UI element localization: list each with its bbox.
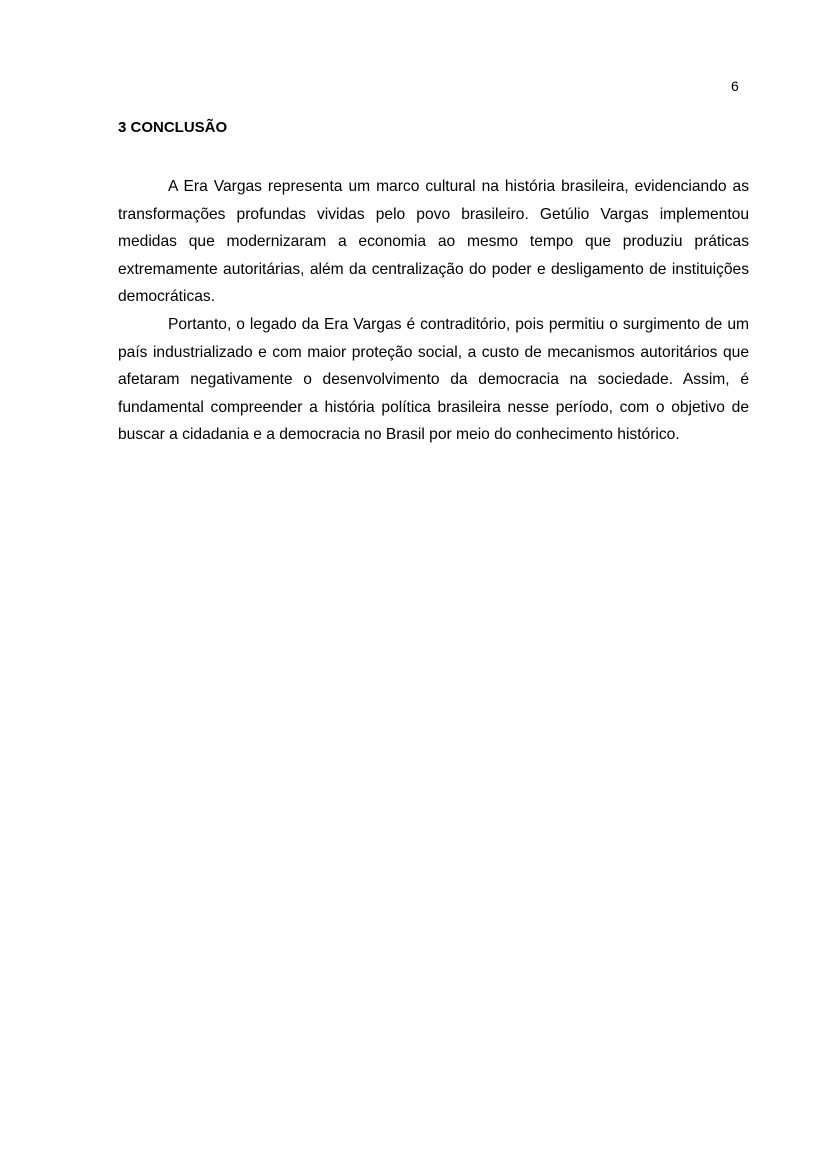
paragraph-1: A Era Vargas representa um marco cultural na história brasileira, evidenciando as transformações profundas vividas pelo povo brasileiro. Getúlio Vargas implementou medidas que modernizaram a economia ao mesmo tempo que produziu práticas extremamente autoritárias, além da centralização do poder e desligamento de instituições democráticas.	[118, 178, 749, 306]
section-title: 3 CONCLUSÃO	[118, 119, 228, 136]
paragraph-2: Portanto, o legado da Era Vargas é contraditório, pois permitiu o surgimento de um país industrializado e com maior proteção social, a custo de mecanismos autoritários que afetaram negativamente o desenvolvimento da democracia na sociedade. Assim, é fundamental compreender a história política brasileira nesse período, com o objetivo de buscar a cidadania e a democracia no Brasil por meio do conhecimento histórico.	[118, 315, 749, 444]
page-number: 6	[731, 78, 739, 94]
body-text	[118, 173, 749, 449]
